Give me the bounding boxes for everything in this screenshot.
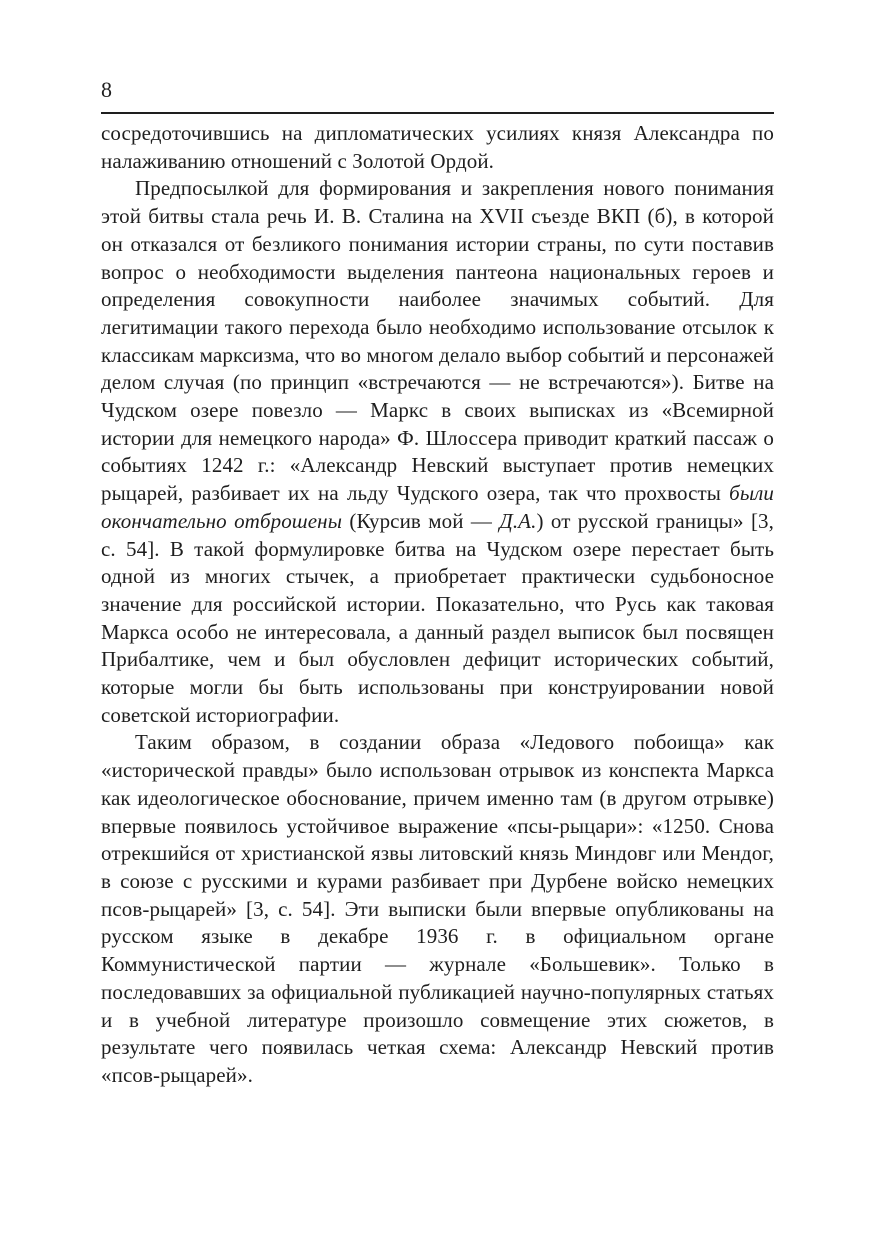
italic-author-initials: Д.А. <box>499 508 537 533</box>
header-rule <box>101 112 774 114</box>
paragraph-1 <box>101 120 774 175</box>
text-segment: ) от русской границы» [3, с. 54]. В такой формулировке битва на Чудском озере перестает быть одной из многих стычек, а приобретает практически судьбоносное значение для российской истории. Показательно, что Русь как таковая Маркса особо не интересовала, а данный раздел выписок был посвящен Прибалтике, чем и был обусловлен дефицит исторических событий, которые могли бы быть использованы при конструировании новой советской историографии. <box>101 508 774 727</box>
italic-emphasis: были окончательно отброшены <box>101 481 774 533</box>
text-segment: сосредоточившись на дипломатических усилиях князя Александра по налаживанию отношений с Золотой Ордой. <box>101 121 774 173</box>
text-segment: Предпосылкой для формирования и закрепления нового понимания этой битвы стала речь И. В. Сталина на XVII съезде ВКП (б), в которой он отказался от безликого понимания истории страны, по сути поставив вопрос о необходимости выделения пантеона национальных героев и определения совокупности наиболее значимых событий. Для легитимации такого перехода было необходимо использование отсылок к классикам марксизма, что во многом делало выбор событий и персонажей делом случая (по принцип «встречаются — не встречаются»). Битве на Чудском озере повезло — Маркс в своих выписках из «Всемирной истории для немецкого народа» Ф. Шлоссера приводит краткий пассаж о событиях 1242 г.: «Александр Невский выступает против немецких рыцарей, разбивает их на льду Чудского озера, так что прохвосты <box>101 176 774 506</box>
text-segment: Таким образом, в создании образа «Ледового побоища» как «исторической правды» было использован отрывок из конспекта Маркса как идеологическое обоснование, причем именно там (в другом отрывке) впервые появилось устойчивое выражение «псы-рыцари»: «1250. Снова отрекшийся от христианской язвы литовский князь Миндовг или Мендог, в союзе с русскими и курами разбивает при Дурбене войско немецких псов-рыцарей» [3, с. 54]. Эти выписки были впервые опубликованы на русском языке в декабре 1936 г. в официальном органе Коммунистической партии — журнале «Большевик». Только в последовавших за официальной публикацией научно-популярных статьях и в учебной литературе произошло совмещение этих сюжетов, в результате чего появилась четкая схема: Александр Невский против «псов-рыцарей». <box>101 730 774 1087</box>
paragraph-3 <box>101 729 774 1089</box>
page-number: 8 <box>101 77 112 102</box>
text-segment: (Курсив мой — <box>342 508 500 533</box>
paragraph-2 <box>101 175 774 729</box>
body-text <box>101 120 774 1090</box>
